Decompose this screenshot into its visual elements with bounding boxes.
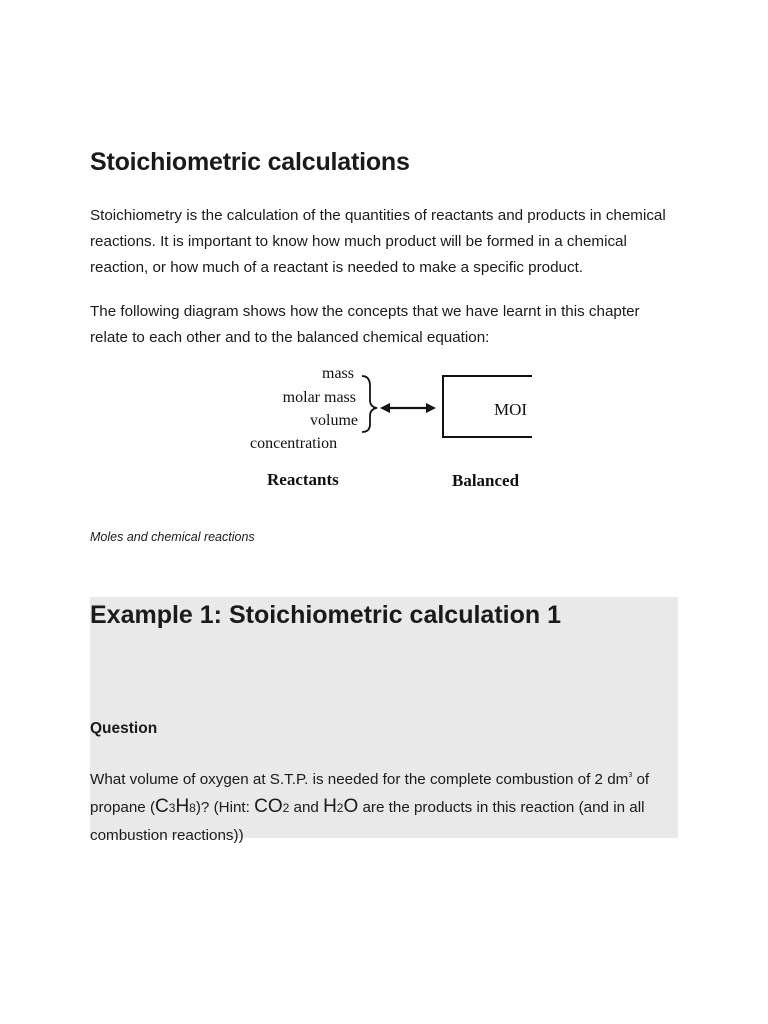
diagram-item-concentration: concentration — [250, 435, 338, 452]
question-text-part2: of propane ( — [90, 771, 650, 816]
diagram-svg — [250, 358, 540, 498]
reactants-label: Reactants — [267, 470, 339, 489]
moles-diagram — [250, 358, 540, 498]
formula-c: C — [155, 796, 169, 817]
question-text-part3: )? (Hint: — [195, 799, 255, 816]
balanced-label: Balanced — [452, 471, 520, 490]
formula-h2-subscript: 2 — [336, 801, 344, 815]
diagram-intro-paragraph: The following diagram shows how the concepts that we have learnt in this chapter relate to each other and to the balanced chemical equation: — [90, 303, 640, 346]
diagram-item-molar-mass: molar mass — [282, 389, 356, 406]
question-text-part4: are the products in this reaction (and in all combustion reactions)) — [90, 799, 645, 844]
diagram-item-volume: volume — [310, 412, 358, 429]
diagram-item-mass: mass — [322, 365, 354, 382]
mole-box-text: MOI — [494, 400, 528, 419]
formula-co-subscript: 2 — [282, 801, 290, 815]
formula-c-subscript: 3 — [168, 801, 176, 815]
formula-co: CO — [254, 796, 283, 817]
curly-brace — [362, 376, 377, 432]
volume-exponent: 3 — [628, 772, 633, 779]
question-text — [90, 762, 678, 849]
formula-h-subscript: 8 — [189, 801, 196, 815]
section-title: Stoichiometric calculations — [90, 148, 410, 176]
formula-h: H — [175, 796, 190, 817]
arrow-head-right — [426, 403, 436, 413]
example-title: Example 1: Stoichiometric calculation 1 — [90, 601, 561, 629]
intro-paragraph: Stoichiometry is the calculation of the quantities of reactants and products in chemical reactions. It is important to know how much product will be formed in a chemical reaction, or how much of a reactant is needed to make a specific product. — [90, 207, 666, 276]
question-heading: Question — [90, 720, 158, 737]
formula-h2: H — [323, 796, 337, 817]
formula-o: O — [343, 796, 359, 817]
question-and: and — [289, 799, 324, 816]
diagram-caption: Moles and chemical reactions — [90, 530, 255, 544]
example-box — [90, 597, 678, 844]
arrow-head-left — [380, 403, 390, 413]
question-text-part1: What volume of oxygen at S.T.P. is needed for the complete combustion of 2 dm — [90, 771, 629, 788]
